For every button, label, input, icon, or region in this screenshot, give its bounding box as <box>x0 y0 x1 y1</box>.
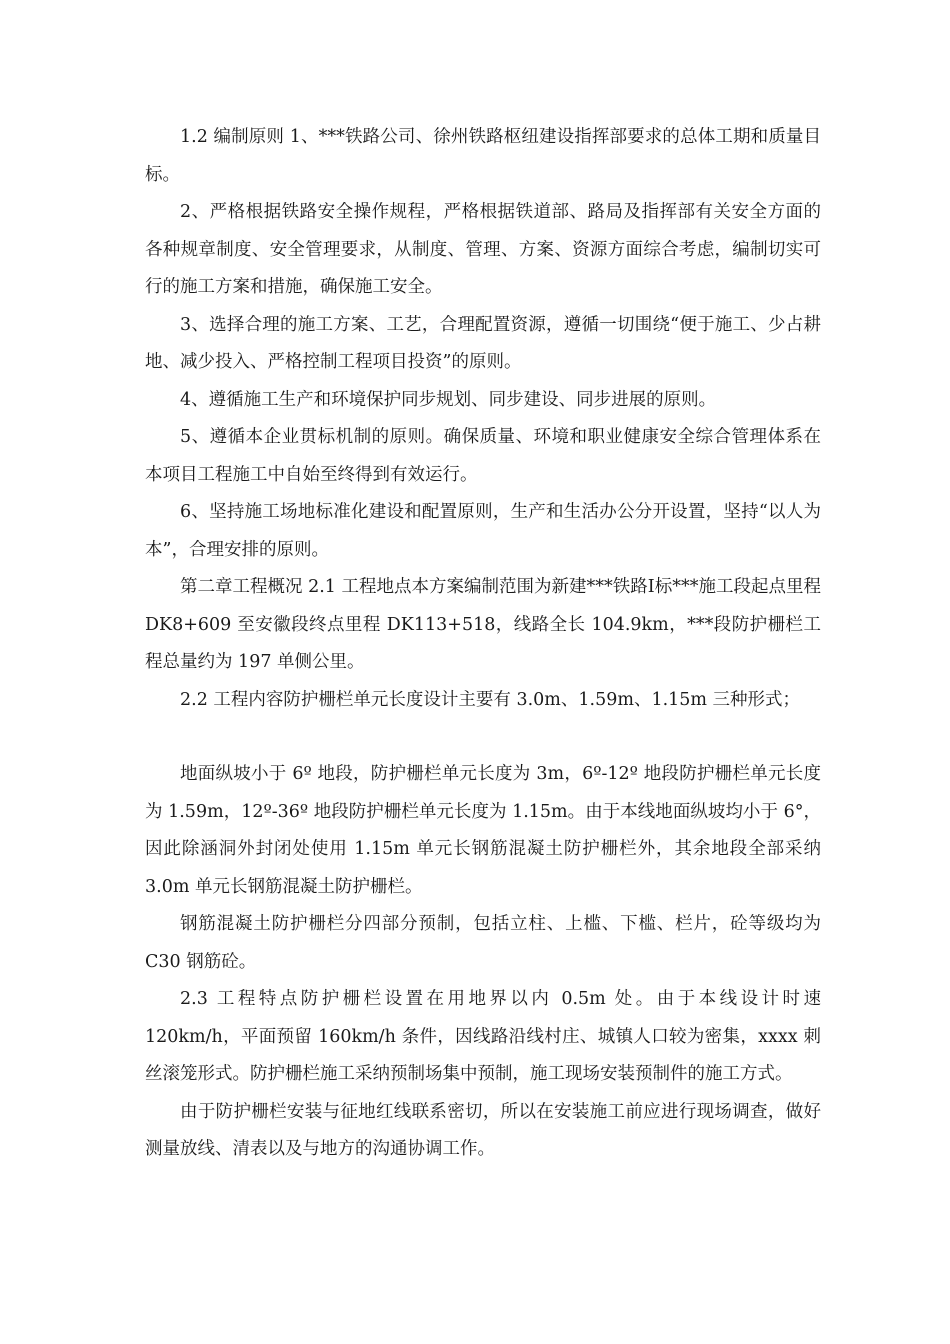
paragraph-prefab-parts: 钢筋混凝土防护栅栏分四部分预制，包括立柱、上槛、下槛、栏片，砼等级均为 C30 钢筋砼。 <box>145 914 821 972</box>
paragraph-project-content: 2.2 工程内容防护栅栏单元长度设计主要有 3.0m、1.59m、1.15m 三种形式； <box>180 689 801 710</box>
paragraph-principle-3: 3、选择合理的施工方案、工艺，合理配置资源，遵循一切围绕“便于施工、少占耕地、减少投入、严格控制工程项目投资”的原则。 <box>145 314 821 372</box>
paragraph-project-location: 第二章工程概况 2.1 工程地点本方案编制范围为新建***铁路Ⅰ标***施工段起点里程 DK8+609 至安徽段终点里程 DK113+518，线路全长 104.9km，***段防护栅栏工程总量约为 197 单侧公里。 <box>145 577 821 672</box>
document-body <box>145 119 821 1169</box>
paragraph-principle-4: 4、遵循施工生产和环境保护同步规划、同步建设、同步进展的原则。 <box>180 389 717 410</box>
paragraph-gap <box>145 719 821 756</box>
paragraph-principle-5: 5、遵循本企业贯标机制的原则。确保质量、环境和职业健康安全综合管理体系在本项目工程施工中自始至终得到有效运行。 <box>145 427 821 485</box>
paragraph-principle-2: 2、严格根据铁路安全操作规程，严格根据铁道部、路局及指挥部有关安全方面的各种规章制度、安全管理要求，从制度、管理、方案、资源方面综合考虑，编制切实可行的施工方案和措施，确保施工安全。 <box>145 202 821 297</box>
paragraph-principle-6: 6、坚持施工场地标准化建设和配置原则，生产和生活办公分开设置，坚持“以人为本”，合理安排的原则。 <box>145 502 821 560</box>
paragraph-slope-lengths: 地面纵坡小于 6º 地段，防护栅栏单元长度为 3m，6º-12º 地段防护栅栏单元长度为 1.59m，12º-36º 地段防护栅栏单元长度为 1.15m。由于本线地面纵坡均小于 6°，因此除涵洞外封闭处使用 1.15m 单元长钢筋混凝土防护栅栏外，其余地段全部采纳 3.0m 单元长钢筋混凝土防护栅栏。 <box>145 764 821 897</box>
paragraph-principle-1: 1.2 编制原则 1、***铁路公司、徐州铁路枢纽建设指挥部要求的总体工期和质量目标。 <box>145 127 821 185</box>
paragraph-project-features: 2.3 工程特点防护栅栏设置在用地界以内 0.5m 处。由于本线设计时速 120km/h，平面预留 160km/h 条件，因线路沿线村庄、城镇人口较为密集，xxxx 刺丝滚笼形式。防护栅栏施工采纳预制场集中预制，施工现场安装预制件的施工方式。 <box>145 989 821 1084</box>
paragraph-site-survey: 由于防护栅栏安装与征地红线联系密切，所以在安装施工前应进行现场调查，做好测量放线、清表以及与地方的沟通协调工作。 <box>145 1101 821 1159</box>
